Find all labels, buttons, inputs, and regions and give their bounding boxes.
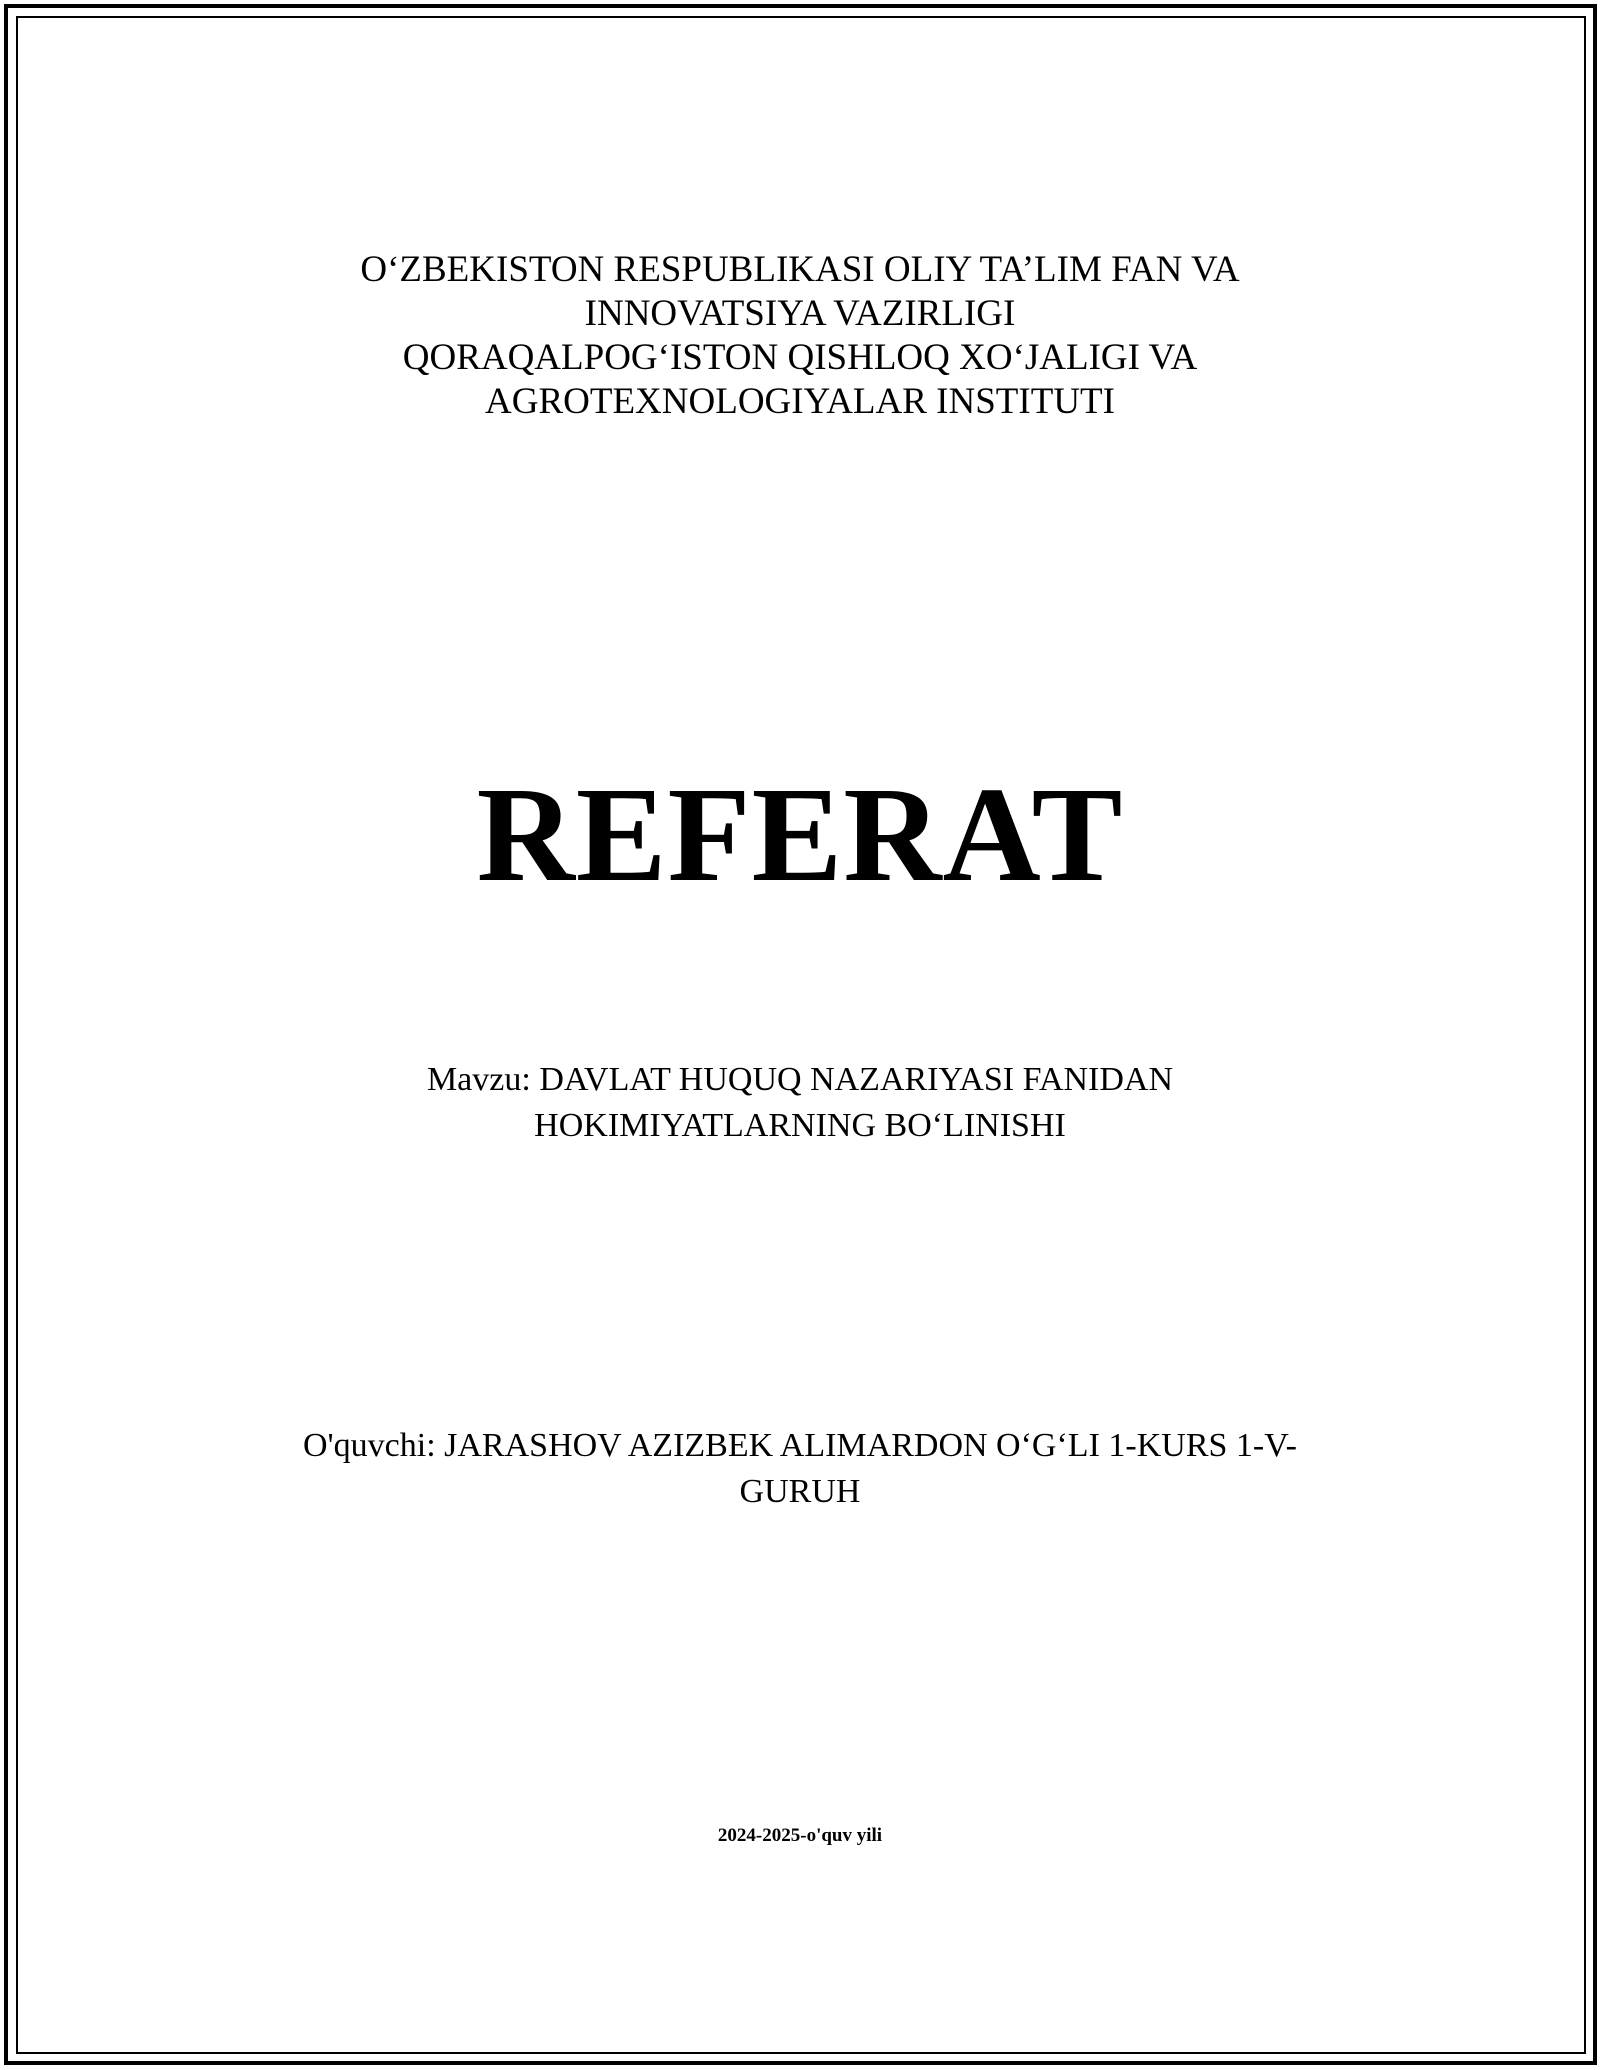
header-line-4: AGROTEXNOLOGIYALAR INSTITUTI — [485, 381, 1115, 422]
header-line-1: O‘ZBEKISTON RESPUBLIKASI OLIY TA’LIM FAN VA — [360, 249, 1240, 290]
student-line-1: O'quvchi: JARASHOV AZIZBEK ALIMARDON O‘G‘LI 1-KURS 1-V- — [302, 1427, 1297, 1464]
header-line-2: INNOVATSIYA VAZIRLIGI — [584, 293, 1016, 334]
header-line-3: QORAQALPOG‘ISTON QISHLOQ XO‘JALIGI VA — [402, 337, 1198, 378]
topic-line-1: Mavzu: DAVLAT HUQUQ NAZARIYASI FANIDAN — [426, 1061, 1174, 1098]
topic-line-2: HOKIMIYATLARNING BO‘LINISHI — [534, 1107, 1066, 1144]
document-title: REFERAT — [476, 760, 1124, 910]
student-line-2: GURUH — [739, 1473, 861, 1510]
student-section — [0, 1423, 1600, 1515]
institution-header — [0, 248, 1600, 424]
topic-section — [0, 1057, 1600, 1149]
academic-year: 2024-2025-o'quv yili — [717, 1825, 883, 1846]
